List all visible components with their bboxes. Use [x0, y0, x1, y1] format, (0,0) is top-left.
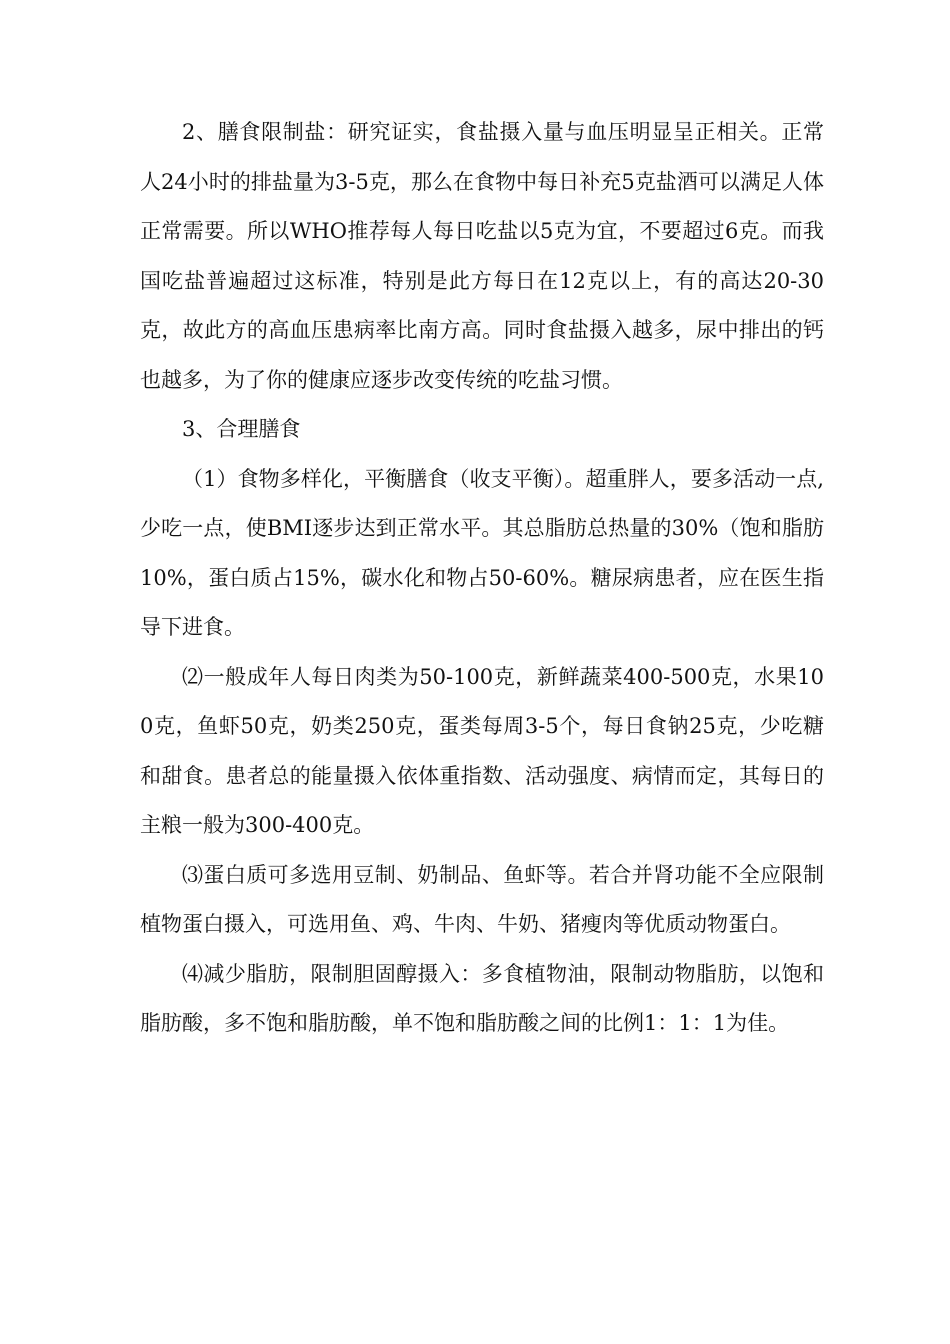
- paragraph-diet-item-2: ⑵一般成年人每日肉类为50-100克，新鲜蔬菜400-500克，水果100克，鱼虾50克，奶类250克，蛋类每周3-5个，每日食钠25克，少吃糖和甜食。患者总的能量摄入依体重指数、活动强度、病情而定，其每日的主粮一般为300-400克。: [140, 664, 824, 837]
- paragraph-diet-item-3: ⑶蛋白质可多选用豆制、奶制品、鱼虾等。若合并肾功能不全应限制植物蛋白摄入，可选用鱼、鸡、牛肉、牛奶、猪瘦肉等优质动物蛋白。: [140, 862, 824, 936]
- paragraph-diet-item-1: （1）食物多样化，平衡膳食（收支平衡）。超重胖人，要多活动一点,少吃一点，使BMI逐步达到正常水平。其总脂肪总热量的30%（饱和脂肪10%，蛋白质占15%，碳水化和物占50-60%。糖尿病患者，应在医生指导下进食。: [140, 466, 824, 639]
- section-heading-balanced-diet: 3、合理膳食: [182, 417, 301, 441]
- paragraph-diet-item-4: ⑷减少脂肪，限制胆固醇摄入：多食植物油，限制动物脂肪，以饱和脂肪酸，多不饱和脂肪酸，单不饱和脂肪酸之间的比例1：1：1为佳。: [140, 961, 824, 1035]
- document-body: [140, 108, 824, 1049]
- paragraph-salt-restriction: 2、膳食限制盐：研究证实，食盐摄入量与血压明显呈正相关。正常人24小时的排盐量为3-5克，那么在食物中每日补充5克盐酒可以满足人体正常需要。所以WHO推荐每人每日吃盐以5克为宜，不要超过6克。而我国吃盐普遍超过这标准，特别是此方每日在12克以上，有的高达20-30克，故此方的高血压患病率比南方高。同时食盐摄入越多，尿中排出的钙也越多，为了你的健康应逐步改变传统的吃盐习惯。: [140, 120, 824, 392]
